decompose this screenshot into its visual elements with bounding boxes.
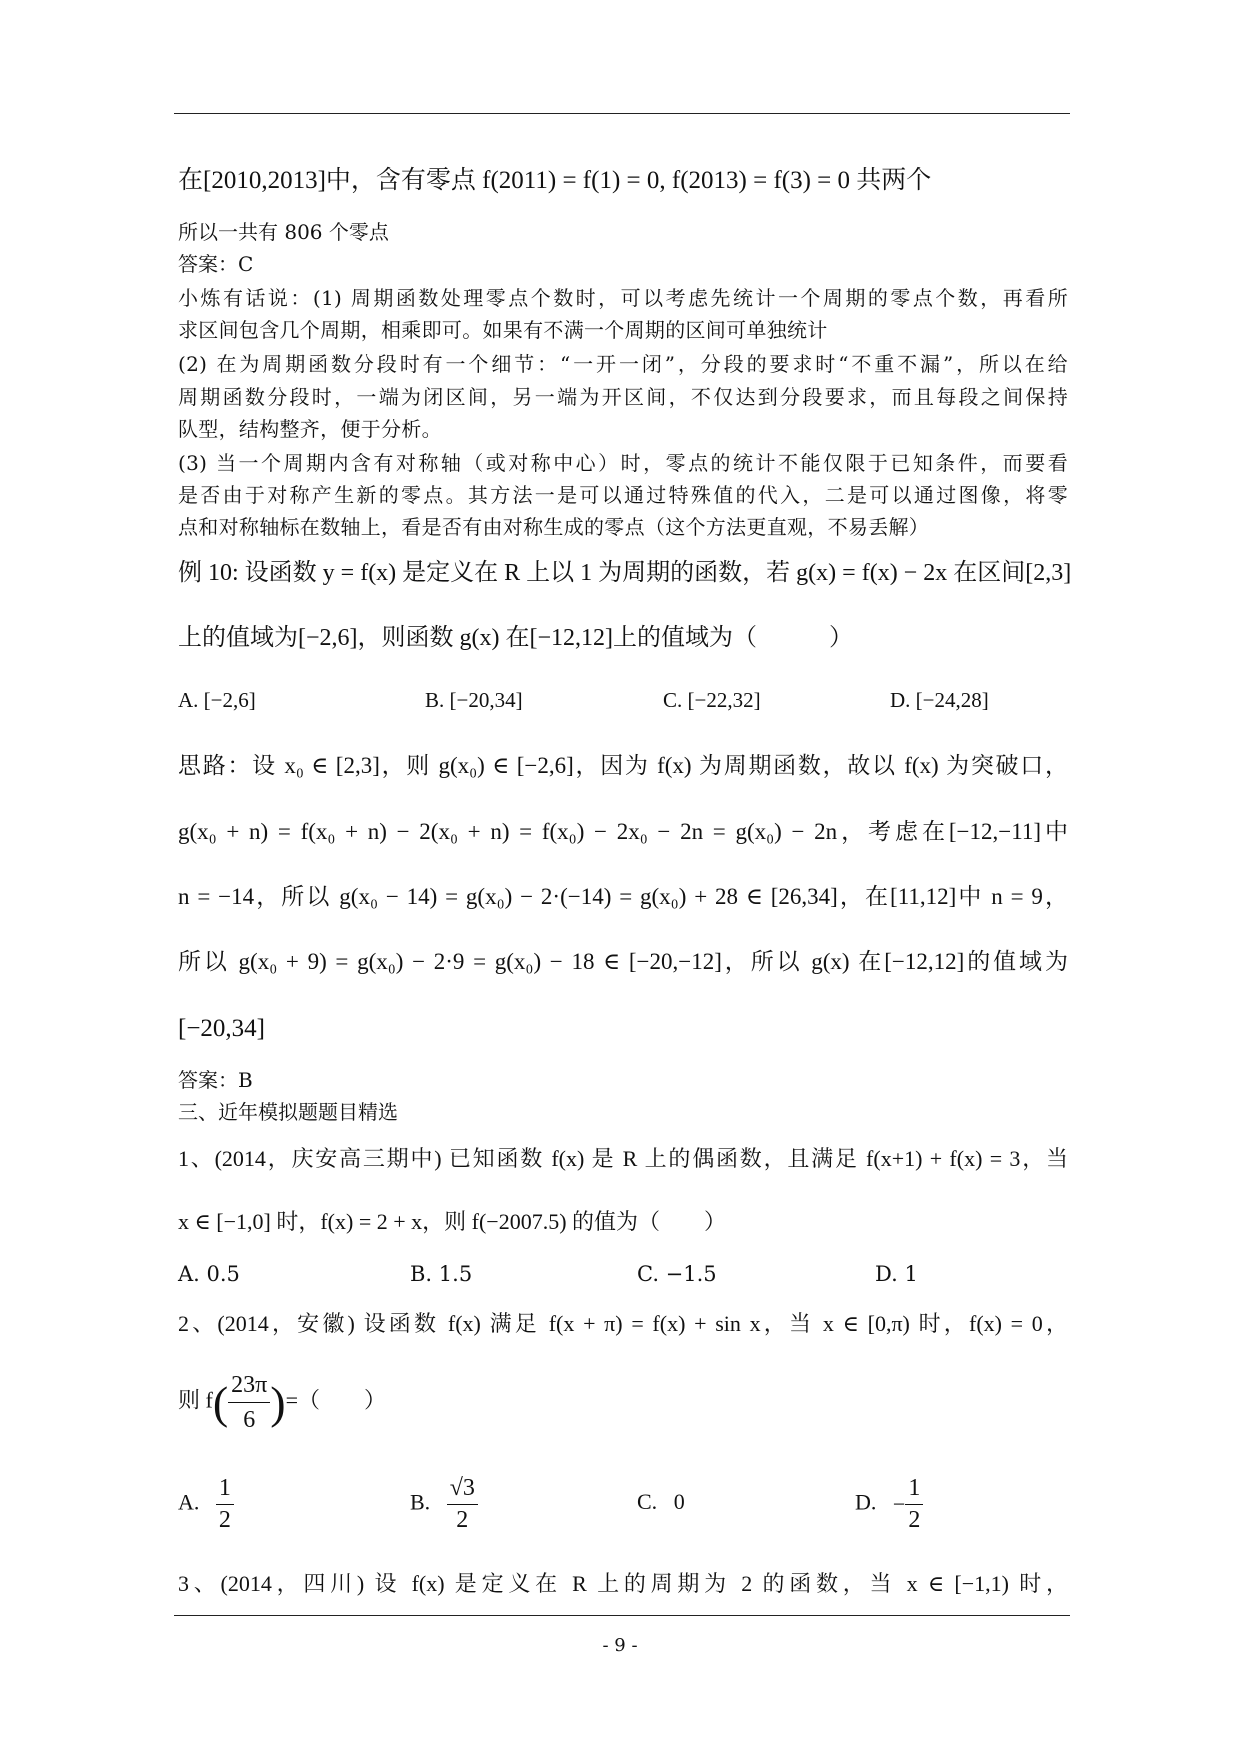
- question-1-line: x ∈ [−1,0] 时，f(x) = 2 + x，则 f(−2007.5) 的值为（ ）: [178, 1209, 727, 1234]
- option-a: A. 0.5: [178, 1262, 240, 1286]
- fraction-denominator: 2: [218, 1507, 231, 1533]
- option-c: [637, 1475, 685, 1515]
- option-a: [178, 1475, 234, 1534]
- option-label: D.: [855, 1489, 877, 1515]
- fraction: [228, 1370, 270, 1435]
- example-line: 上的值域为[−2,6]，则函数 g(x) 在[−12,12]上的值域为（ ）: [178, 625, 854, 651]
- question-2-line: 2、(2014，安徽) 设函数 f(x) 满足 f(x + π) = f(x) + sin x，当 x ∈ [0,π) 时，f(x) = 0，: [178, 1311, 1068, 1336]
- expression-suffix: =（ ）: [285, 1387, 387, 1413]
- note-line: (3) 当一个周期内含有对称轴（或对称中心）时，零点的统计不能仅限于已知条件，而要看: [178, 451, 1068, 475]
- note-line: 周期函数分段时，一端为闭区间，另一端为开区间，不仅达到分段要求，而且每段之间保持: [178, 385, 1068, 409]
- option-d: D. 1: [875, 1262, 918, 1286]
- option-d: D. [−24,28]: [890, 688, 989, 712]
- question-3-line: 3、(2014，四川) 设 f(x) 是定义在 R 上的周期为 2 的函数，当 x ∈ [−1,1) 时，: [178, 1571, 1068, 1596]
- fraction-numerator: √3: [447, 1475, 478, 1505]
- page-number: - 9 -: [602, 1635, 638, 1656]
- header-rule: [174, 113, 1070, 114]
- fraction-numerator: 1: [905, 1475, 923, 1505]
- text-line: 所以一共有 806 个零点: [178, 220, 389, 244]
- question-2-expression: [178, 1370, 1068, 1435]
- minus-sign: −: [892, 1491, 906, 1517]
- option-d: [855, 1475, 923, 1534]
- section-heading: 三、近年模拟题题目精选: [178, 1100, 398, 1124]
- example-line: 例 10: 设函数 y = f(x) 是定义在 R 上以 1 为周期的函数，若 g(x) = f(x) − 2x 在区间[2,3]: [178, 560, 1072, 586]
- option-label: A.: [178, 1489, 200, 1515]
- fraction-numerator: 1: [216, 1475, 234, 1505]
- solution-line: [−20,34]: [178, 1015, 265, 1042]
- fraction: [905, 1475, 923, 1534]
- note-line: (2) 在为周期函数分段时有一个细节：“一开一闭”，分段的要求时“不重不漏”，所以在给: [178, 352, 1068, 376]
- note-line: 点和对称轴标在数轴上，看是否有由对称生成的零点（这个方法更直观，不易丢解）: [178, 515, 930, 539]
- option-a: A. [−2,6]: [178, 688, 256, 712]
- text-line: 在[2010,2013]中，含有零点 f(2011) = f(1) = 0, f(2013) = f(3) = 0 共两个: [178, 167, 932, 194]
- fraction: [216, 1475, 234, 1534]
- answer-line: 答案：C: [178, 252, 254, 276]
- answer-line: 答案：B: [178, 1068, 253, 1092]
- right-paren: ): [270, 1376, 286, 1428]
- note-line: 求区间包含几个周期，相乘即可。如果有不满一个周期的区间可单独统计: [178, 318, 828, 342]
- solution-line: 所以 g(x₀ + 9) = g(x₀) − 2·9 = g(x₀) − 18 ∈ [−20,−12]，所以 g(x) 在[−12,12]的值域为: [178, 949, 1068, 974]
- option-label: B.: [410, 1489, 431, 1515]
- fraction-denominator: 6: [243, 1407, 256, 1433]
- note-line: 是否由于对称产生新的零点。其方法一是可以通过特殊值的代入，二是可以通过图像，将零: [178, 483, 1068, 507]
- option-c: C. −1.5: [637, 1262, 717, 1286]
- fraction-numerator: 23π: [228, 1370, 270, 1403]
- option-label: C.: [637, 1489, 658, 1514]
- option-b: [410, 1475, 478, 1534]
- question-1-line: 1、(2014，庆安高三期中) 已知函数 f(x) 是 R 上的偶函数，且满足 f(x+1) + f(x) = 3，当: [178, 1146, 1068, 1171]
- option-b: B. 1.5: [410, 1262, 473, 1286]
- expression-prefix: 则 f: [178, 1387, 213, 1413]
- option-c: C. [−22,32]: [663, 688, 761, 712]
- footer-rule: [174, 1615, 1070, 1616]
- left-paren: (: [212, 1376, 229, 1428]
- solution-line: 思路：设 x₀ ∈ [2,3]，则 g(x₀) ∈ [−2,6]，因为 f(x) 为周期函数，故以 f(x) 为突破口，: [178, 753, 1068, 778]
- option-b: B. [−20,34]: [425, 688, 523, 712]
- fraction: [447, 1475, 478, 1534]
- option-value: 0: [673, 1489, 685, 1514]
- fraction-denominator: 2: [456, 1507, 469, 1533]
- fraction-denominator: 2: [908, 1507, 921, 1533]
- solution-line: n = −14，所以 g(x₀ − 14) = g(x₀) − 2·(−14) = g(x₀) + 28 ∈ [26,34]，在[11,12]中 n = 9，: [178, 884, 1068, 909]
- note-line: 队型，结构整齐，便于分析。: [178, 417, 442, 441]
- note-line: 小炼有话说：(1) 周期函数处理零点个数时，可以考虑先统计一个周期的零点个数，再看所: [178, 286, 1068, 310]
- solution-line: g(x₀ + n) = f(x₀ + n) − 2(x₀ + n) = f(x₀) − 2x₀ − 2n = g(x₀) − 2n，考虑在[−12,−11]中: [178, 819, 1068, 844]
